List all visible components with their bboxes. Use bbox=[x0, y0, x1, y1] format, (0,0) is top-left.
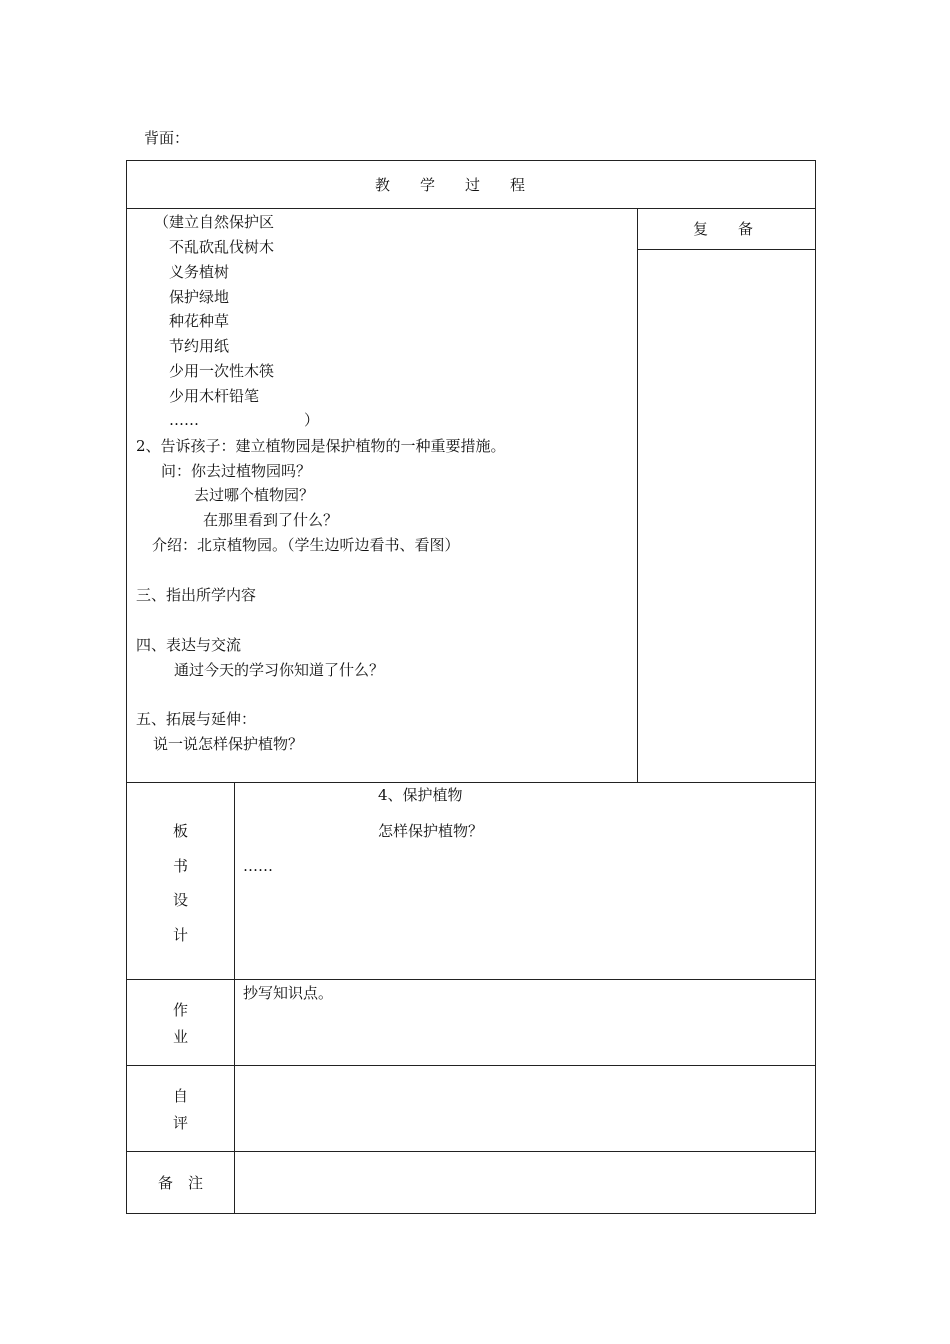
homework-label-1: 作 bbox=[173, 1001, 189, 1019]
text-line: 种花种草 bbox=[169, 312, 230, 330]
header-title: 教 学 过 程 bbox=[375, 176, 526, 194]
section-heading: 三、指出所学内容 bbox=[136, 586, 257, 604]
text-line: 问：你去过植物园吗？ bbox=[161, 462, 312, 480]
close-paren: ） bbox=[304, 411, 320, 429]
side-header: 复 备 bbox=[693, 220, 754, 238]
homework-content: 抄写知识点。 bbox=[243, 984, 334, 1002]
text-line: 在那里看到了什么？ bbox=[203, 511, 339, 529]
text-line: 少用一次性木筷 bbox=[169, 362, 275, 380]
text-line: 2、告诉孩子：建立植物园是保护植物的一种重要措施。 bbox=[136, 437, 506, 455]
self-eval-label-1: 自 bbox=[173, 1087, 189, 1105]
text-line: 去过哪个植物园？ bbox=[194, 486, 315, 504]
board-label-2: 书 bbox=[173, 857, 189, 875]
board-ellipsis: …… bbox=[243, 857, 273, 875]
board-label-4: 计 bbox=[173, 926, 189, 944]
ellipsis: …… bbox=[169, 411, 199, 429]
section-heading: 四、表达与交流 bbox=[136, 636, 242, 654]
text-line: （建立自然保护区 bbox=[154, 213, 275, 231]
text-line: 说一说怎样保护植物？ bbox=[153, 735, 304, 753]
board-label-3: 设 bbox=[173, 891, 189, 909]
board-title: 4、保护植物 bbox=[378, 786, 463, 804]
text-line: 义务植树 bbox=[169, 263, 230, 281]
self-eval-label-2: 评 bbox=[173, 1114, 189, 1132]
board-question: 怎样保护植物？ bbox=[378, 822, 484, 840]
text-line: 介绍：北京植物园。（学生边听边看书、看图） bbox=[152, 536, 460, 554]
page-label: 背面： bbox=[144, 129, 190, 147]
text-line: 少用木杆铅笔 bbox=[169, 387, 260, 405]
text-line: 保护绿地 bbox=[169, 288, 230, 306]
text-line: 通过今天的学习你知道了什么？ bbox=[174, 661, 385, 679]
text-line: 不乱砍乱伐树木 bbox=[169, 238, 275, 256]
remarks-label: 备 注 bbox=[158, 1174, 204, 1192]
text-line: 节约用纸 bbox=[169, 337, 230, 355]
homework-label-2: 业 bbox=[173, 1028, 189, 1046]
board-label-1: 板 bbox=[173, 822, 189, 840]
section-heading: 五、拓展与延伸： bbox=[136, 710, 257, 728]
